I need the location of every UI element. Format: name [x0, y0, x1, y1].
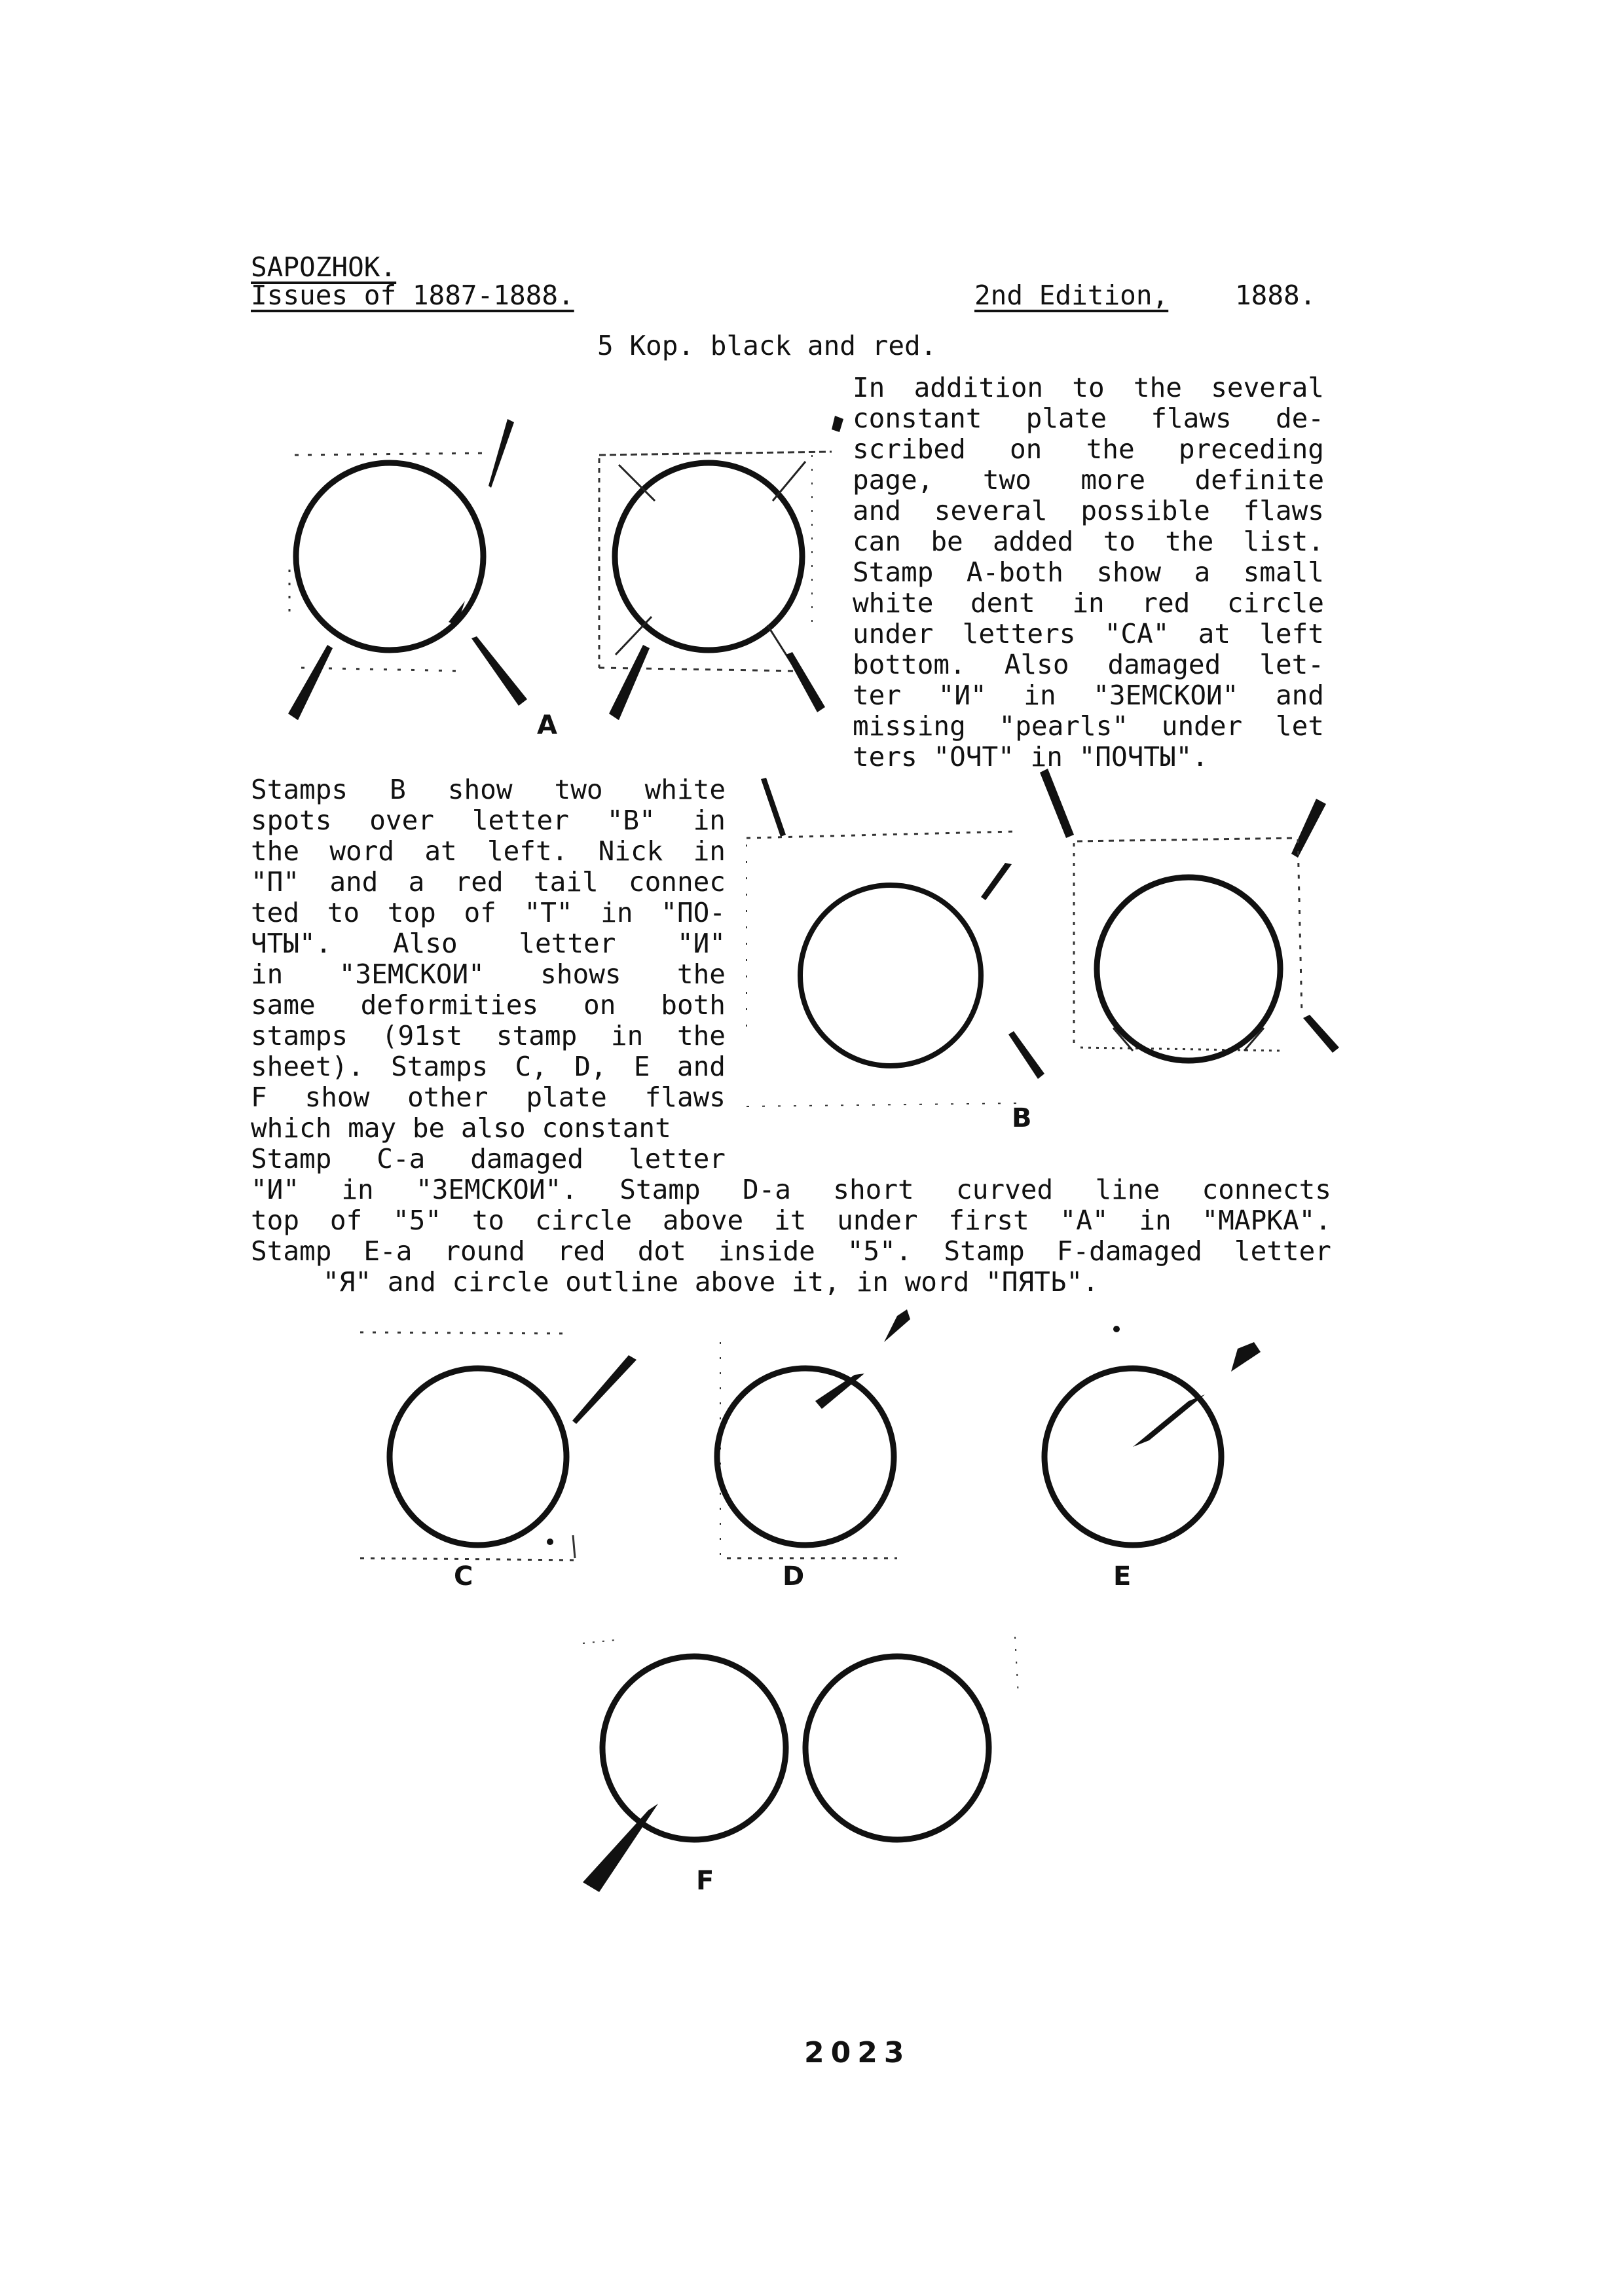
text-line: can be added to the list.	[853, 526, 1324, 557]
stamp-subtitle: 5 Kop. black and red.	[597, 330, 937, 361]
text-line: ter "И" in "3EMCKOИ" and	[853, 680, 1324, 711]
text-line: Stamps B show two white	[251, 774, 726, 805]
text-line: Stamp C-a damaged letter	[251, 1143, 726, 1175]
text-line: which may be also constant	[251, 1112, 671, 1144]
issues-heading: Issues of 1887-1888.	[251, 280, 574, 311]
text-line: "Я" and circle outline above it, in word "ПЯТЬ".	[323, 1266, 1099, 1298]
text-line: same deformities on both	[251, 989, 726, 1021]
figure-label-a: A	[537, 710, 557, 740]
stamp-figure-e	[1002, 1309, 1283, 1571]
text-line: Stamp A-both show a small	[853, 556, 1324, 588]
stamp-figure-d	[674, 1296, 950, 1571]
text-line: page, two more definite	[853, 464, 1324, 496]
stamp-figure-b	[733, 766, 1349, 1133]
text-line: the word at left. Nick in	[251, 835, 726, 867]
figure-label-f: F	[696, 1866, 714, 1896]
figure-label-c: C	[454, 1561, 473, 1592]
edition-year: 1888.	[1235, 280, 1316, 311]
text-line: bottom. Also damaged let-	[853, 649, 1324, 680]
text-line: stamps (91st stamp in the	[251, 1020, 726, 1051]
text-line: ted to top of "T" in "ПО-	[251, 897, 726, 928]
text-line: sheet). Stamps C, D, E and	[251, 1051, 726, 1082]
text-line: spots over letter "B" in	[251, 805, 726, 836]
figure-label-e: E	[1113, 1561, 1132, 1592]
text-line: In addition to the several	[853, 372, 1324, 403]
text-line: ЧТЫ". Also letter "И"	[251, 928, 726, 959]
paragraph-stamps-cdef	[251, 1175, 1331, 1298]
text-line: under letters "CA" at left	[853, 618, 1324, 649]
text-line: Stamp E-a round red dot inside "5". Stamp F-damaged letter	[251, 1235, 1331, 1267]
text-line: "П" and a red tail connec	[251, 866, 726, 898]
paragraph-stamp-b	[251, 774, 726, 1175]
stamp-figure-a	[275, 406, 838, 746]
page-number: 2023	[804, 2036, 911, 2069]
text-line: ters "ОЧТ" in "ПОЧТЫ".	[853, 741, 1209, 773]
figure-label-b: B	[1012, 1103, 1032, 1133]
figure-label-d: D	[783, 1561, 805, 1592]
text-line: white dent in red circle	[853, 587, 1324, 619]
text-line: constant plate flaws de-	[853, 403, 1324, 434]
text-line: "И" in "3EMCKOИ". Stamp D-a short curved line connects	[251, 1174, 1331, 1205]
text-line: scribed on the preceding	[853, 433, 1324, 465]
text-line: top of "5" to circle above it under first "A" in "MAPKA".	[251, 1205, 1331, 1236]
text-line: F show other plate flaws	[251, 1082, 726, 1113]
text-line: missing "pearls" under let	[853, 710, 1324, 742]
stamp-figure-f	[563, 1624, 1035, 1912]
paragraph-stamp-a	[853, 373, 1324, 773]
edition-label: 2nd Edition,	[974, 280, 1169, 311]
stamp-figure-c	[354, 1326, 642, 1575]
text-line: in "3EMCKOИ" shows the	[251, 958, 726, 990]
text-line: and several possible flaws	[853, 495, 1324, 526]
series-title: SAPOZHOK.	[251, 251, 397, 283]
